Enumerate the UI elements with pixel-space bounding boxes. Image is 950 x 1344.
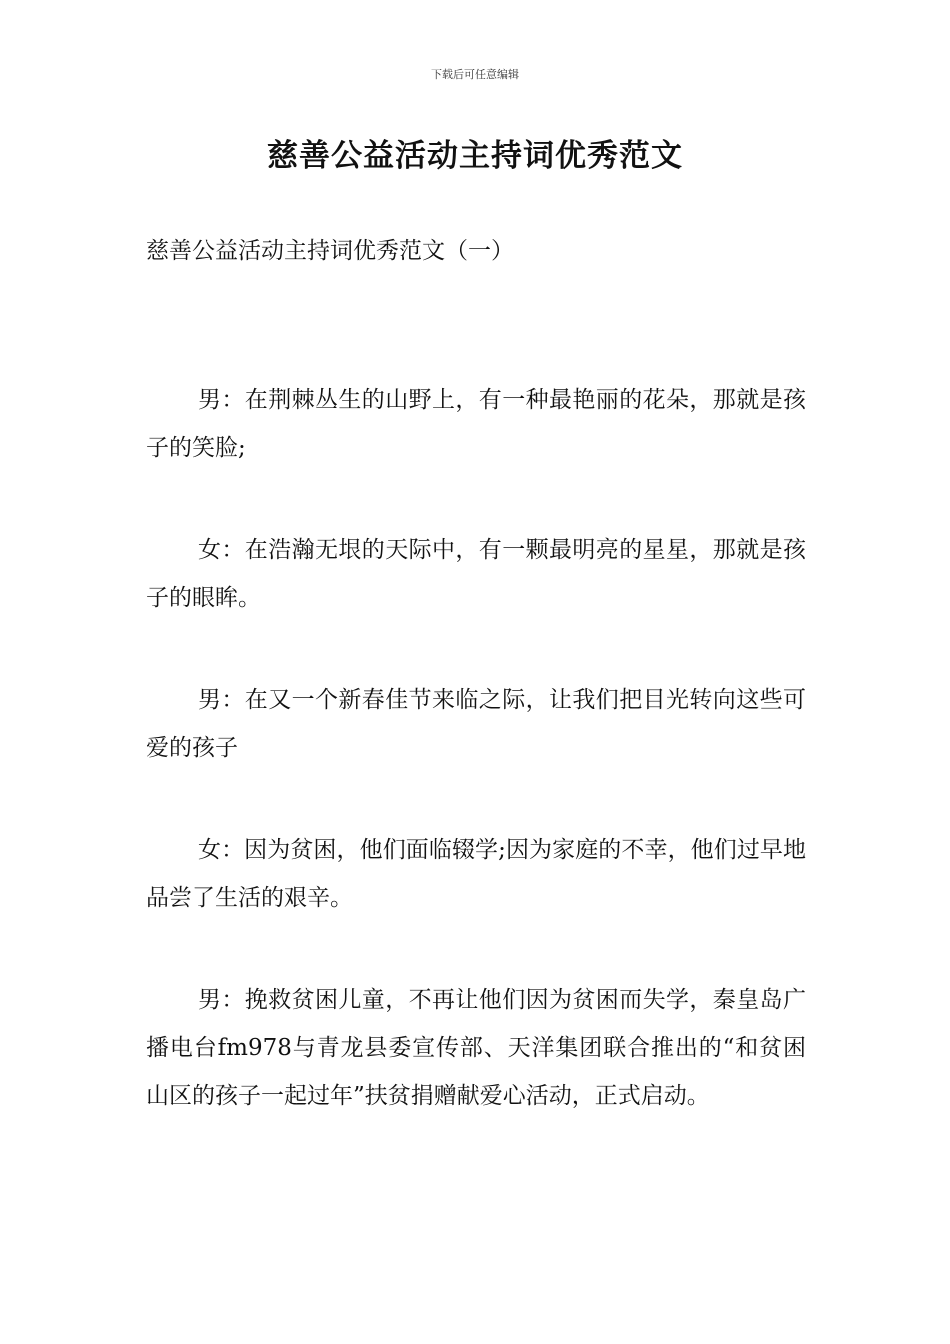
document-title: 慈善公益活动主持词优秀范文 [267, 138, 683, 174]
header-note: 下载后可任意编辑 [431, 68, 519, 81]
document-subtitle: 慈善公益活动主持词优秀范文（一） [146, 238, 514, 264]
paragraph: 女：在浩瀚无垠的天际中，有一颗最明亮的星星，那就是孩子的眼眸。 [146, 537, 806, 611]
paragraph: 女：因为贫困，他们面临辍学;因为家庭的不幸，他们过早地品尝了生活的艰辛。 [146, 837, 806, 911]
paragraph: 男：挽救贫困儿童，不再让他们因为贫困而失学，秦皇岛广播电台fm978与青龙县委宣传部、天洋集团联合推出的“和贫困山区的孩子一起过年”扶贫捐赠献爱心活动，正式启动。 [146, 987, 806, 1109]
paragraph: 男：在又一个新春佳节来临之际，让我们把目光转向这些可爱的孩子 [146, 687, 806, 761]
paragraph: 男：在荆棘丛生的山野上，有一种最艳丽的花朵，那就是孩子的笑脸; [146, 387, 806, 461]
document-body [146, 376, 806, 1120]
